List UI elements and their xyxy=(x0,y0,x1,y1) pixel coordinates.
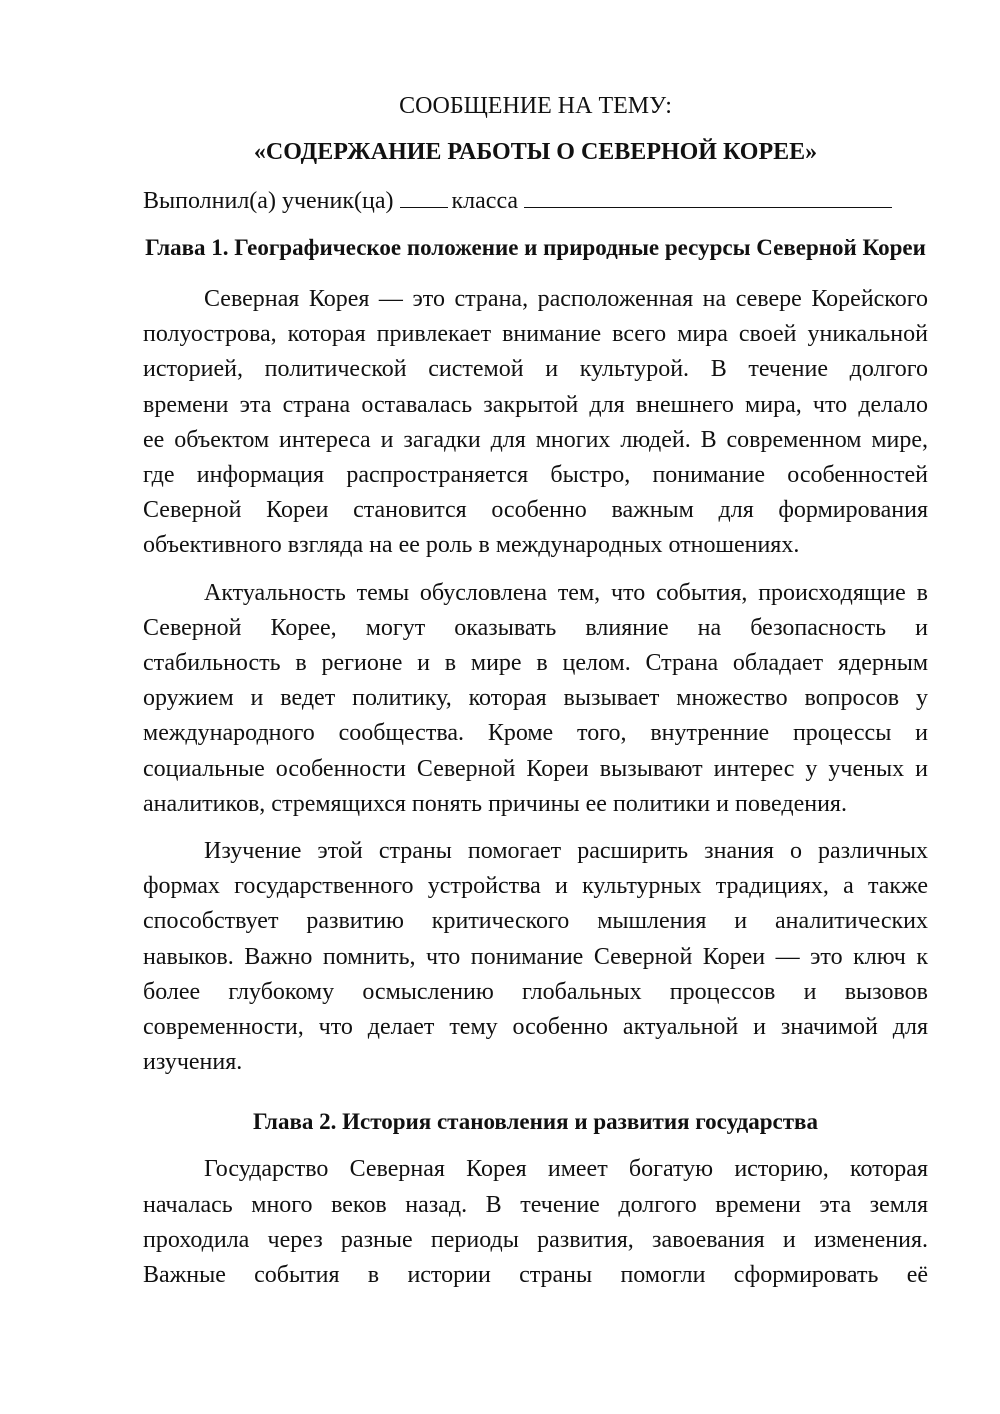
chapter-1-paragraph-3 xyxy=(143,834,928,1080)
text-line: историей, политической системой и культурой. В течение долгого xyxy=(143,356,928,383)
author-line xyxy=(143,183,928,219)
chapter-1-paragraph-1 xyxy=(143,282,928,564)
document-title-line1: СООБЩЕНИЕ НА ТЕМУ: xyxy=(399,93,672,119)
text-line: Северной Кореи становится особенно важным для формирования xyxy=(143,497,928,524)
chapter-2-heading: Глава 2. История становления и развития государства xyxy=(253,1109,818,1135)
author-class-label: класса xyxy=(451,188,519,214)
text-line: Изучение этой страны помогает расширить знания о различных xyxy=(204,838,928,865)
text-line: объективного взгляда на ее роль в международных отношениях. xyxy=(143,532,800,559)
text-line: оружием и ведет политику, которая вызывает множество вопросов у xyxy=(143,685,928,712)
text-line: международного сообщества. Кроме того, внутренние процессы и xyxy=(143,720,928,747)
text-line: изучения. xyxy=(143,1049,243,1076)
text-line: Северная Корея — это страна, расположенная на севере Корейского xyxy=(204,286,928,312)
text-line: стабильность в регионе и в мире в целом. Страна обладает ядерным xyxy=(143,650,928,677)
chapter-1-paragraph-2 xyxy=(143,576,928,822)
text-line: Государство Северная Корея имеет богатую историю, которая xyxy=(204,1156,928,1183)
text-line: полуострова, которая привлекает внимание всего мира своей уникальной xyxy=(143,321,928,348)
text-line: формах государственного устройства и культурных традициях, а также xyxy=(143,873,928,900)
text-line: где информация распространяется быстро, понимание особенностей xyxy=(143,462,928,489)
text-line: Северной Корее, могут оказывать влияние на безопасность и xyxy=(143,614,928,641)
author-prefix: Выполнил(а) ученик(ца) xyxy=(143,188,394,214)
text-line: способствует развитию критического мышления и аналитических xyxy=(143,908,928,935)
text-line: аналитиков, стремящихся понять причины ее политики и поведения. xyxy=(143,790,847,817)
chapter-1-heading: Глава 1. Географическое положение и природные ресурсы Северной Кореи xyxy=(145,235,926,260)
document-title-line2: «СОДЕРЖАНИЕ РАБОТЫ О СЕВЕРНОЙ КОРЕЕ» xyxy=(253,139,818,165)
text-line: времени эта страна оставалась закрытой для внешнего мира, что делало xyxy=(143,391,928,418)
text-line: Важные события в истории страны помогли сформировать её xyxy=(143,1262,928,1289)
chapter-2-paragraph-1 xyxy=(143,1152,928,1293)
text-line: началась много веков назад. В течение долгого времени эта земля xyxy=(143,1191,928,1218)
text-line: проходила через разные периоды развития, завоевания и изменения. xyxy=(143,1226,928,1253)
author-name-blank xyxy=(524,187,892,208)
text-line: социальные особенности Северной Кореи вызывают интерес у ученых и xyxy=(143,755,928,782)
text-line: более глубокому осмыслению глобальных процессов и вызовов xyxy=(143,978,928,1005)
class-number-blank xyxy=(400,187,448,208)
text-line: навыков. Важно помнить, что понимание Северной Кореи — это ключ к xyxy=(143,943,928,970)
text-line: Актуальность темы обусловлена тем, что события, происходящие в xyxy=(204,579,928,606)
document-page xyxy=(143,88,928,1305)
text-line: ее объектом интереса и загадки для многих людей. В современном мире, xyxy=(143,426,928,453)
text-line: современности, что делает тему особенно актуальной и значимой для xyxy=(143,1014,928,1041)
